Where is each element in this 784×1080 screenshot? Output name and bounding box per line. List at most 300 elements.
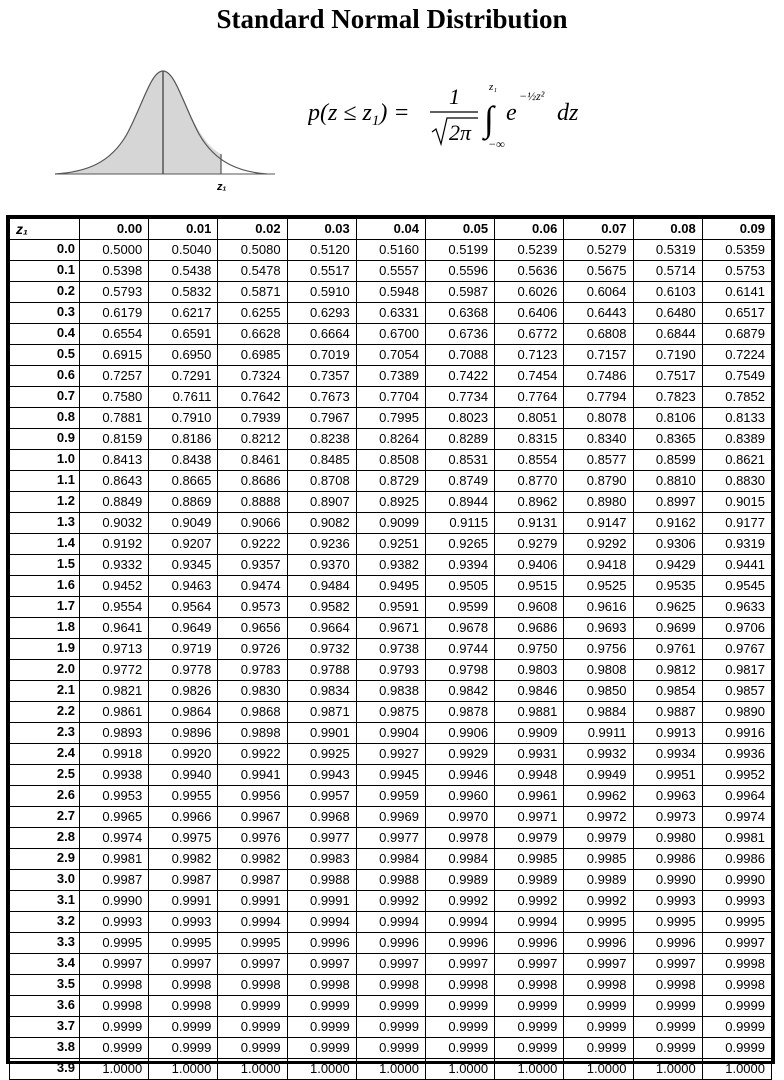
table-cell: 0.7995 (356, 408, 425, 429)
table-cell: 0.5871 (218, 282, 287, 303)
table-cell: 0.8289 (425, 429, 494, 450)
table-cell: 0.9998 (80, 975, 149, 996)
table-cell: 0.9279 (495, 534, 564, 555)
table-cell: 0.7852 (702, 387, 771, 408)
table-cell: 0.9997 (495, 954, 564, 975)
table-cell: 0.9838 (356, 681, 425, 702)
header-row (10, 219, 772, 240)
table-cell: 0.9032 (80, 513, 149, 534)
table-cell: 0.9564 (149, 597, 218, 618)
table-cell: 0.9999 (356, 1038, 425, 1059)
table-cell: 0.9955 (149, 786, 218, 807)
table-cell: 0.8907 (287, 492, 356, 513)
table-cell: 0.9982 (149, 849, 218, 870)
table-cell: 0.9999 (425, 1038, 494, 1059)
table-cell: 0.8888 (218, 492, 287, 513)
table-cell: 0.6103 (633, 282, 702, 303)
table-cell: 0.5359 (702, 240, 771, 261)
table-cell: 0.5120 (287, 240, 356, 261)
table-cell: 0.9932 (564, 744, 633, 765)
table-cell: 0.9995 (702, 912, 771, 933)
table-cell: 0.9608 (495, 597, 564, 618)
table-cell: 0.6480 (633, 303, 702, 324)
table-cell: 0.9147 (564, 513, 633, 534)
table-cell: 0.9906 (425, 723, 494, 744)
table-cell: 0.9798 (425, 660, 494, 681)
table-row (10, 492, 772, 513)
table-cell: 0.6808 (564, 324, 633, 345)
row-header: 0.8 (10, 408, 80, 429)
table-cell: 0.9582 (287, 597, 356, 618)
table-cell: 0.8023 (425, 408, 494, 429)
table-cell: 0.5596 (425, 261, 494, 282)
table-cell: 0.6026 (495, 282, 564, 303)
table-cell: 0.9573 (218, 597, 287, 618)
corner-header: z₁ (10, 219, 80, 240)
table-cell: 0.9994 (425, 912, 494, 933)
table-cell: 0.9997 (80, 954, 149, 975)
table-cell: 0.5279 (564, 240, 633, 261)
table-cell: 0.9927 (356, 744, 425, 765)
table-cell: 0.9987 (149, 870, 218, 891)
table-cell: 0.9989 (425, 870, 494, 891)
integral-sign: ∫ (484, 99, 494, 139)
row-header: 1.5 (10, 555, 80, 576)
table-cell: 0.9999 (702, 1017, 771, 1038)
table-row (10, 744, 772, 765)
table-cell: 0.5000 (80, 240, 149, 261)
row-header: 2.8 (10, 828, 80, 849)
differential: dz (557, 100, 579, 126)
table-cell: 0.9761 (633, 639, 702, 660)
table-cell: 0.7088 (425, 345, 494, 366)
table-cell: 0.8315 (495, 429, 564, 450)
table-cell: 0.9864 (149, 702, 218, 723)
table-cell: 0.9788 (287, 660, 356, 681)
formula-numerator: 1 (449, 84, 460, 109)
table-cell: 0.7190 (633, 345, 702, 366)
table-cell: 0.9996 (564, 933, 633, 954)
table-cell: 0.9767 (702, 639, 771, 660)
table-cell: 0.9850 (564, 681, 633, 702)
table-cell: 0.7224 (702, 345, 771, 366)
table-cell: 0.9474 (218, 576, 287, 597)
table-cell: 0.9997 (356, 954, 425, 975)
table-cell: 0.6141 (702, 282, 771, 303)
table-cell: 0.9306 (633, 534, 702, 555)
table-cell: 0.7734 (425, 387, 494, 408)
table-cell: 0.9981 (702, 828, 771, 849)
table-cell: 0.8106 (633, 408, 702, 429)
table-row (10, 828, 772, 849)
table-cell: 0.9998 (702, 975, 771, 996)
table-cell: 0.8944 (425, 492, 494, 513)
table-cell: 0.9996 (633, 933, 702, 954)
table-cell: 0.9868 (218, 702, 287, 723)
table-cell: 0.9131 (495, 513, 564, 534)
table-cell: 0.9881 (495, 702, 564, 723)
table-row (10, 933, 772, 954)
table-row (10, 576, 772, 597)
table-cell: 0.5987 (425, 282, 494, 303)
table-cell: 0.9115 (425, 513, 494, 534)
table-cell: 0.9332 (80, 555, 149, 576)
table-cell: 0.9978 (425, 828, 494, 849)
table-cell: 0.9875 (356, 702, 425, 723)
table-cell: 1.0000 (149, 1059, 218, 1080)
table-cell: 0.9987 (80, 870, 149, 891)
table-cell: 0.8413 (80, 450, 149, 471)
table-cell: 0.9977 (287, 828, 356, 849)
table-cell: 0.9922 (218, 744, 287, 765)
table-cell: 0.6293 (287, 303, 356, 324)
table-cell: 0.7764 (495, 387, 564, 408)
row-header: 0.1 (10, 261, 80, 282)
table-cell: 0.6217 (149, 303, 218, 324)
table-cell: 0.8212 (218, 429, 287, 450)
table-cell: 0.9962 (564, 786, 633, 807)
table-cell: 0.7704 (356, 387, 425, 408)
table-cell: 0.9633 (702, 597, 771, 618)
table-cell: 0.9713 (80, 639, 149, 660)
table-cell: 0.9857 (702, 681, 771, 702)
table-cell: 0.5199 (425, 240, 494, 261)
table-cell: 0.9803 (495, 660, 564, 681)
table-cell: 0.9808 (564, 660, 633, 681)
table-cell: 0.9941 (218, 765, 287, 786)
table-cell: 0.9656 (218, 618, 287, 639)
table-cell: 0.9066 (218, 513, 287, 534)
col-header: 0.06 (495, 219, 564, 240)
table-cell: 0.6700 (356, 324, 425, 345)
table-cell: 0.9998 (149, 996, 218, 1017)
table-cell: 0.9616 (564, 597, 633, 618)
row-header: 0.4 (10, 324, 80, 345)
table-cell: 0.6879 (702, 324, 771, 345)
table-cell: 0.8810 (633, 471, 702, 492)
table-cell: 0.5948 (356, 282, 425, 303)
table-row (10, 366, 772, 387)
table-row (10, 429, 772, 450)
table-cell: 0.9990 (633, 870, 702, 891)
table-cell: 0.9971 (495, 807, 564, 828)
row-header: 3.1 (10, 891, 80, 912)
table-cell: 0.9999 (702, 996, 771, 1017)
exponent: −½z² (519, 89, 545, 103)
table-row (10, 681, 772, 702)
table-cell: 0.9938 (80, 765, 149, 786)
table-cell: 0.9998 (356, 975, 425, 996)
table-cell: 0.9999 (80, 1038, 149, 1059)
table-row (10, 849, 772, 870)
table-cell: 0.9974 (80, 828, 149, 849)
table-cell: 0.9999 (356, 996, 425, 1017)
table-cell: 0.9887 (633, 702, 702, 723)
table-row (10, 387, 772, 408)
table-cell: 0.9992 (564, 891, 633, 912)
table-cell: 0.9961 (495, 786, 564, 807)
row-header: 0.9 (10, 429, 80, 450)
table-cell: 0.9948 (495, 765, 564, 786)
table-cell: 0.9995 (149, 933, 218, 954)
table-cell: 0.9625 (633, 597, 702, 618)
table-cell: 0.9890 (702, 702, 771, 723)
col-header: 0.02 (218, 219, 287, 240)
table-cell: 0.5675 (564, 261, 633, 282)
table-cell: 0.9996 (495, 933, 564, 954)
col-header: 0.04 (356, 219, 425, 240)
table-cell: 0.9999 (495, 996, 564, 1017)
table-cell: 0.9993 (633, 891, 702, 912)
table-cell: 0.9999 (633, 1038, 702, 1059)
table-cell: 0.6368 (425, 303, 494, 324)
z-table-container (6, 215, 775, 1076)
table-cell: 0.9989 (495, 870, 564, 891)
col-header: 0.07 (564, 219, 633, 240)
table-cell: 0.9772 (80, 660, 149, 681)
table-cell: 0.6591 (149, 324, 218, 345)
table-row (10, 618, 772, 639)
table-cell: 0.9878 (425, 702, 494, 723)
table-cell: 0.9222 (218, 534, 287, 555)
table-cell: 0.9370 (287, 555, 356, 576)
page-title: Standard Normal Distribution (216, 4, 568, 34)
table-cell: 0.9896 (149, 723, 218, 744)
table-cell: 0.9783 (218, 660, 287, 681)
table-cell: 0.9649 (149, 618, 218, 639)
row-header: 3.0 (10, 870, 80, 891)
table-cell: 0.9992 (495, 891, 564, 912)
table-cell: 0.9995 (80, 933, 149, 954)
table-cell: 0.8078 (564, 408, 633, 429)
table-cell: 0.8770 (495, 471, 564, 492)
table-cell: 0.9251 (356, 534, 425, 555)
table-cell: 0.8665 (149, 471, 218, 492)
table-cell: 0.9999 (218, 1017, 287, 1038)
table-row (10, 702, 772, 723)
table-cell: 0.9515 (495, 576, 564, 597)
table-cell: 0.9993 (149, 912, 218, 933)
table-cell: 0.5910 (287, 282, 356, 303)
table-cell: 0.9995 (564, 912, 633, 933)
table-row (10, 303, 772, 324)
table-cell: 1.0000 (425, 1059, 494, 1080)
table-cell: 0.6443 (564, 303, 633, 324)
table-cell: 0.5040 (149, 240, 218, 261)
table-cell: 0.9997 (149, 954, 218, 975)
table-cell: 0.9991 (287, 891, 356, 912)
table-cell: 0.9049 (149, 513, 218, 534)
table-cell: 0.7157 (564, 345, 633, 366)
table-cell: 1.0000 (80, 1059, 149, 1080)
base-e: e (506, 100, 517, 126)
table-cell: 0.8686 (218, 471, 287, 492)
table-cell: 0.5557 (356, 261, 425, 282)
table-cell: 0.9162 (633, 513, 702, 534)
table-row (10, 891, 772, 912)
row-header: 2.6 (10, 786, 80, 807)
table-cell: 0.9999 (702, 1038, 771, 1059)
table-row (10, 639, 772, 660)
table-cell: 0.9953 (80, 786, 149, 807)
table-cell: 1.0000 (287, 1059, 356, 1080)
table-cell: 0.6985 (218, 345, 287, 366)
table-cell: 0.9726 (218, 639, 287, 660)
row-header: 0.3 (10, 303, 80, 324)
table-row (10, 954, 772, 975)
normal-curve-graphic (55, 64, 280, 199)
row-header: 3.4 (10, 954, 80, 975)
table-cell: 0.7881 (80, 408, 149, 429)
table-cell: 0.9957 (287, 786, 356, 807)
table-cell: 0.7823 (633, 387, 702, 408)
table-cell: 0.9975 (149, 828, 218, 849)
formula-graphic (308, 76, 608, 166)
table-cell: 0.9956 (218, 786, 287, 807)
table-cell: 0.8554 (495, 450, 564, 471)
table-cell: 1.0000 (633, 1059, 702, 1080)
table-cell: 0.5636 (495, 261, 564, 282)
table-row (10, 282, 772, 303)
table-cell: 0.9998 (218, 975, 287, 996)
table-cell: 0.9495 (356, 576, 425, 597)
table-cell: 0.9918 (80, 744, 149, 765)
table-cell: 0.9817 (702, 660, 771, 681)
table-cell: 0.9983 (287, 849, 356, 870)
table-cell: 0.9834 (287, 681, 356, 702)
lower-limit: −∞ (488, 137, 505, 151)
row-header: 2.2 (10, 702, 80, 723)
table-cell: 0.9999 (287, 1038, 356, 1059)
table-cell: 0.9929 (425, 744, 494, 765)
table-cell: 0.9936 (702, 744, 771, 765)
row-header: 3.3 (10, 933, 80, 954)
table-cell: 0.9999 (149, 1017, 218, 1038)
table-row (10, 450, 772, 471)
table-cell: 0.9999 (495, 1017, 564, 1038)
table-row (10, 996, 772, 1017)
table-cell: 0.7324 (218, 366, 287, 387)
row-header: 2.0 (10, 660, 80, 681)
table-cell: 0.9960 (425, 786, 494, 807)
table-cell: 0.9998 (80, 996, 149, 1017)
table-cell: 0.5478 (218, 261, 287, 282)
row-header: 0.0 (10, 240, 80, 261)
upper-limit: z₁ (489, 81, 498, 93)
table-cell: 0.8869 (149, 492, 218, 513)
col-header: 0.00 (80, 219, 149, 240)
table-cell: 0.9484 (287, 576, 356, 597)
table-cell: 0.9999 (356, 1017, 425, 1038)
table-cell: 0.5239 (495, 240, 564, 261)
table-cell: 0.7549 (702, 366, 771, 387)
table-cell: 0.7054 (356, 345, 425, 366)
table-cell: 0.8238 (287, 429, 356, 450)
table-cell: 0.9994 (287, 912, 356, 933)
table-cell: 0.9925 (287, 744, 356, 765)
table-cell: 0.7454 (495, 366, 564, 387)
table-row (10, 1017, 772, 1038)
row-header: 1.9 (10, 639, 80, 660)
table-cell: 0.9998 (149, 975, 218, 996)
table-cell: 0.9946 (425, 765, 494, 786)
row-header: 2.5 (10, 765, 80, 786)
formula-lhs: $p(z \le z_1)$ = (308, 100, 410, 129)
table-cell: 0.7257 (80, 366, 149, 387)
table-cell: 0.9699 (633, 618, 702, 639)
table-cell: 0.9893 (80, 723, 149, 744)
table-cell: 0.9871 (287, 702, 356, 723)
table-cell: 0.9999 (287, 1017, 356, 1038)
table-cell: 0.9192 (80, 534, 149, 555)
table-cell: 0.9934 (633, 744, 702, 765)
table-cell: 0.9418 (564, 555, 633, 576)
table-row (10, 1038, 772, 1059)
row-header: 3.7 (10, 1017, 80, 1038)
table-row (10, 975, 772, 996)
table-cell: 0.9909 (495, 723, 564, 744)
table-cell: 0.6844 (633, 324, 702, 345)
table-cell: 0.8340 (564, 429, 633, 450)
table-cell: 0.9998 (564, 975, 633, 996)
table-cell: 0.9994 (356, 912, 425, 933)
table-cell: 0.9463 (149, 576, 218, 597)
table-cell: 0.9999 (149, 1038, 218, 1059)
shaded-area (55, 71, 221, 174)
table-cell: 0.9994 (495, 912, 564, 933)
table-cell: 0.8485 (287, 450, 356, 471)
table-cell: 0.9750 (495, 639, 564, 660)
table-cell: 0.6628 (218, 324, 287, 345)
table-cell: 0.9706 (702, 618, 771, 639)
table-row (10, 261, 772, 282)
table-cell: 0.9998 (287, 975, 356, 996)
table-cell: 0.9693 (564, 618, 633, 639)
table-cell: 0.5160 (356, 240, 425, 261)
table-cell: 0.6331 (356, 303, 425, 324)
table-cell: 0.8051 (495, 408, 564, 429)
table-cell: 0.9997 (702, 933, 771, 954)
table-cell: 0.9952 (702, 765, 771, 786)
table-cell: 0.7794 (564, 387, 633, 408)
table-cell: 1.0000 (495, 1059, 564, 1080)
table-row (10, 723, 772, 744)
row-header: 0.2 (10, 282, 80, 303)
table-cell: 0.9943 (287, 765, 356, 786)
table-cell: 0.8925 (356, 492, 425, 513)
table-cell: 0.9999 (564, 1017, 633, 1038)
table-cell: 0.9963 (633, 786, 702, 807)
table-cell: 0.7291 (149, 366, 218, 387)
table-cell: 0.9979 (495, 828, 564, 849)
table-cell: 0.7486 (564, 366, 633, 387)
row-header: 0.6 (10, 366, 80, 387)
table-cell: 0.7389 (356, 366, 425, 387)
table-cell: 0.9664 (287, 618, 356, 639)
row-header: 3.2 (10, 912, 80, 933)
table-cell: 0.5080 (218, 240, 287, 261)
table-cell: 0.9996 (287, 933, 356, 954)
table-cell: 0.8159 (80, 429, 149, 450)
table-cell: 0.9821 (80, 681, 149, 702)
table-cell: 0.9987 (218, 870, 287, 891)
table-cell: 0.9207 (149, 534, 218, 555)
row-header: 1.3 (10, 513, 80, 534)
table-cell: 0.5398 (80, 261, 149, 282)
table-row (10, 534, 772, 555)
table-row (10, 471, 772, 492)
table-cell: 0.9099 (356, 513, 425, 534)
